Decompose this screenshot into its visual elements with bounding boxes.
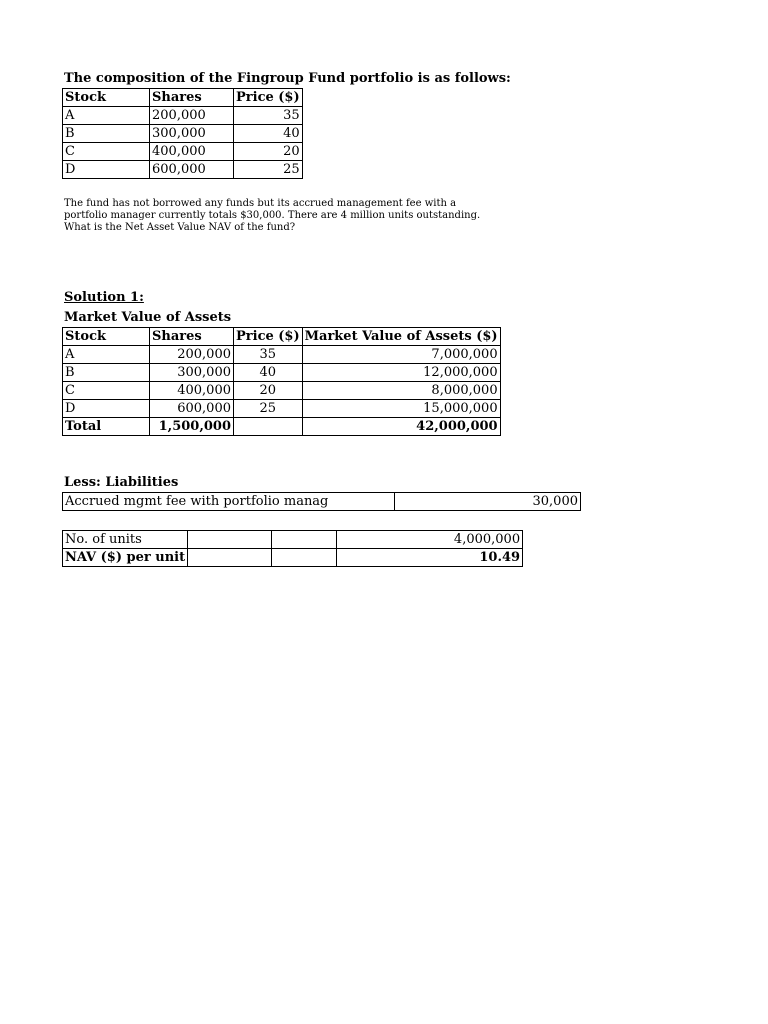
cell-shares: 600,000 [150,161,234,179]
total-label: Total [63,418,150,436]
header-price: Price ($) [234,328,303,346]
liability-value: 30,000 [395,493,581,511]
problem-note: The fund has not borrowed any funds but its accrued management fee with a portfolio manager currently totals $30,000. There are 4 million units outstanding. What is the Net Asset Value NAV of the fund? [64,198,481,233]
cell-price: 25 [234,161,303,179]
nav-table [62,530,523,567]
table-row [63,346,501,364]
empty-cell [272,549,337,567]
cell-shares: 600,000 [150,400,234,418]
header-shares: Shares [150,89,234,107]
table-row [63,107,303,125]
cell-price: 20 [234,143,303,161]
table-row [63,549,523,567]
cell-price: 35 [234,346,303,364]
header-stock: Stock [63,328,150,346]
cell-stock: B [63,364,150,382]
solution-table [62,327,501,436]
table-row [63,143,303,161]
cell-price: 20 [234,382,303,400]
problem-table [62,88,303,179]
cell-price: 40 [234,125,303,143]
table-row [63,531,523,549]
cell-stock: D [63,161,150,179]
table-row [63,125,303,143]
total-row [63,418,501,436]
section-title: Market Value of Assets [64,310,232,325]
total-empty-cell [234,418,303,436]
cell-stock: C [63,143,150,161]
cell-stock: A [63,346,150,364]
cell-stock: B [63,125,150,143]
cell-market-value: 8,000,000 [302,382,500,400]
table-row [63,382,501,400]
liability-label: Accrued mgmt fee with portfolio manag [63,493,395,511]
table-row [63,493,581,511]
table-header-row [63,89,303,107]
cell-price: 35 [234,107,303,125]
cell-shares: 400,000 [150,143,234,161]
header-stock: Stock [63,89,150,107]
cell-stock: D [63,400,150,418]
empty-cell [188,531,272,549]
total-value: 42,000,000 [302,418,500,436]
liabilities-table [62,492,581,511]
table-row [63,161,303,179]
cell-price: 40 [234,364,303,382]
cell-shares: 400,000 [150,382,234,400]
cell-market-value: 15,000,000 [302,400,500,418]
table-header-row [63,328,501,346]
cell-shares: 300,000 [150,364,234,382]
header-price: Price ($) [234,89,303,107]
liabilities-heading: Less: Liabilities [64,475,179,490]
total-shares: 1,500,000 [150,418,234,436]
cell-stock: C [63,382,150,400]
empty-cell [272,531,337,549]
units-value: 4,000,000 [337,531,523,549]
cell-shares: 200,000 [150,346,234,364]
header-market-value: Market Value of Assets ($) [302,328,500,346]
cell-price: 25 [234,400,303,418]
empty-cell [188,549,272,567]
nav-value: 10.49 [337,549,523,567]
cell-shares: 200,000 [150,107,234,125]
problem-title: The composition of the Fingroup Fund portfolio is as follows: [64,71,511,86]
units-label: No. of units [63,531,188,549]
cell-market-value: 7,000,000 [302,346,500,364]
header-shares: Shares [150,328,234,346]
cell-shares: 300,000 [150,125,234,143]
table-row [63,400,501,418]
cell-market-value: 12,000,000 [302,364,500,382]
cell-stock: A [63,107,150,125]
nav-label: NAV ($) per unit [63,549,188,567]
solution-heading: Solution 1: [64,290,144,305]
table-row [63,364,501,382]
